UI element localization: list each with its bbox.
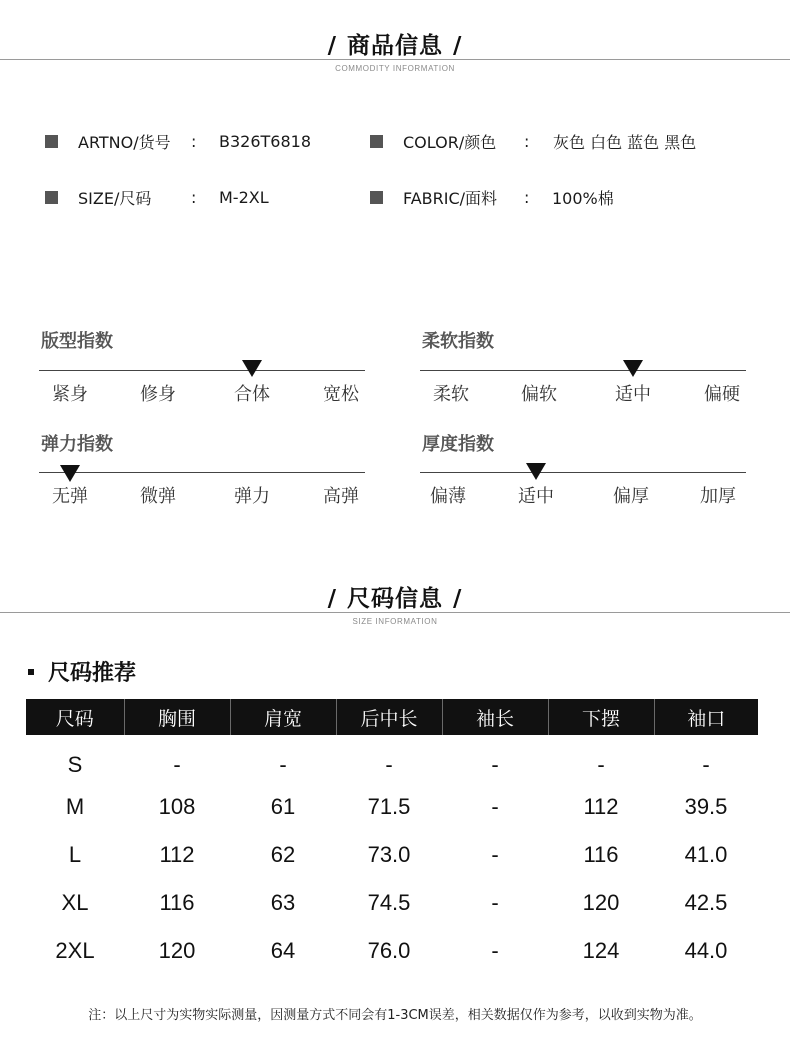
table-cell: 2XL	[55, 938, 95, 963]
index-elasticity-name: 弹力指数	[41, 434, 113, 455]
info-artno-colon: :	[191, 131, 197, 151]
table-cell: 71.5	[367, 794, 411, 819]
table-row	[26, 735, 758, 783]
table-cell: 116	[159, 890, 195, 915]
size-title: / 尺码信息 /	[327, 586, 463, 612]
table-row	[26, 879, 758, 927]
selection-marker-icon	[60, 465, 80, 482]
index-elasticity-option: 微弹	[140, 486, 176, 507]
index-softness-option: 柔软	[433, 384, 469, 405]
table-cell: XL	[61, 890, 89, 915]
index-thickness-option: 偏薄	[430, 486, 466, 507]
column-header: 肩宽	[230, 699, 336, 735]
square-bullet-icon	[45, 135, 58, 148]
column-header: 后中长	[336, 699, 442, 735]
table-cell: -	[279, 752, 287, 777]
index-elasticity-option: 无弹	[52, 486, 88, 507]
table-cell: 73.0	[367, 842, 411, 867]
selection-marker-icon	[526, 463, 546, 480]
table-cell: 116	[583, 842, 619, 867]
info-color-colon: :	[524, 131, 530, 151]
column-header: 胸围	[124, 699, 230, 735]
table-cell: 41.0	[684, 842, 728, 867]
index-fit-option: 紧身	[52, 384, 88, 405]
index-softness-line	[420, 370, 746, 371]
table-row	[26, 783, 758, 831]
table-cell: 62	[270, 842, 296, 867]
square-bullet-icon	[28, 669, 34, 675]
info-size	[45, 185, 269, 209]
table-cell: M	[65, 794, 85, 819]
info-fabric	[370, 185, 614, 209]
table-cell: -	[173, 752, 181, 777]
info-fabric-colon: :	[524, 187, 530, 207]
index-fit-option: 合体	[234, 384, 270, 405]
table-cell: -	[491, 752, 499, 777]
column-header: 袖口	[654, 699, 758, 735]
column-header: 袖长	[442, 699, 548, 735]
size-table-header-row	[26, 699, 758, 735]
size-recommend-title: 尺码推荐	[28, 656, 136, 687]
commodity-divider	[0, 59, 790, 60]
index-fit-name: 版型指数	[41, 331, 113, 352]
table-cell: 44.0	[684, 938, 728, 963]
table-cell: -	[491, 938, 499, 963]
table-cell: 112	[583, 794, 619, 819]
column-header: 尺码	[26, 699, 124, 735]
selection-marker-icon	[242, 360, 262, 377]
index-thickness-option: 加厚	[700, 486, 736, 507]
table-row	[26, 927, 758, 975]
info-size-label: SIZE/尺码	[78, 188, 152, 208]
square-bullet-icon	[370, 135, 383, 148]
size-subtitle: SIZE INFORMATION	[352, 617, 438, 626]
selection-marker-icon	[623, 360, 643, 377]
square-bullet-icon	[45, 191, 58, 204]
table-cell: 39.5	[684, 794, 728, 819]
index-thickness-line	[420, 472, 746, 473]
info-fabric-label: FABRIC/面料	[403, 188, 498, 208]
table-cell: 108	[158, 794, 196, 819]
index-thickness-name: 厚度指数	[422, 434, 494, 455]
index-fit-line	[39, 370, 365, 371]
info-color-label: COLOR/颜色	[403, 132, 497, 152]
index-elasticity-option: 高弹	[323, 486, 359, 507]
info-artno-label: ARTNO/货号	[78, 132, 171, 152]
index-softness-option: 偏软	[521, 384, 557, 405]
table-cell: 112	[159, 842, 195, 867]
table-cell: -	[702, 752, 710, 777]
index-thickness-option: 偏厚	[613, 486, 649, 507]
index-elasticity-option: 弹力	[234, 486, 270, 507]
table-cell: 74.5	[367, 890, 411, 915]
table-cell: -	[597, 752, 605, 777]
info-size-value: M-2XL	[219, 187, 269, 207]
index-thickness-option: 适中	[518, 486, 554, 507]
index-fit-option: 修身	[140, 384, 176, 405]
index-softness-name: 柔软指数	[422, 331, 494, 352]
info-fabric-value: 100%棉	[552, 188, 614, 208]
info-artno	[45, 129, 312, 153]
column-header: 下摆	[548, 699, 654, 735]
info-color-value: 灰色 白色 蓝色 黑色	[553, 132, 697, 152]
index-softness-option: 适中	[615, 384, 651, 405]
size-table	[26, 699, 758, 975]
size-divider	[0, 612, 790, 613]
table-cell: L	[68, 842, 82, 867]
info-size-colon: :	[191, 187, 197, 207]
table-cell: 76.0	[367, 938, 411, 963]
table-cell: -	[385, 752, 393, 777]
table-cell: -	[491, 842, 499, 867]
info-color	[370, 129, 697, 153]
table-cell: 124	[582, 938, 620, 963]
commodity-title: / 商品信息 /	[327, 33, 463, 59]
table-cell: 61	[270, 794, 296, 819]
square-bullet-icon	[370, 191, 383, 204]
measurement-note: 注：以上尺寸为实物实际测量，因测量方式不同会有1-3CM误差，相关数据仅作为参考，以收到实物为准。	[88, 1008, 702, 1023]
index-softness-option: 偏硬	[704, 384, 740, 405]
table-cell: 64	[270, 938, 296, 963]
table-cell: S	[67, 752, 83, 777]
table-cell: -	[491, 890, 499, 915]
info-artno-value: B326T6818	[219, 131, 312, 151]
table-cell: 120	[582, 890, 620, 915]
table-cell: 42.5	[684, 890, 728, 915]
commodity-subtitle: COMMODITY INFORMATION	[335, 64, 455, 73]
table-cell: 120	[158, 938, 196, 963]
index-elasticity-line	[39, 472, 365, 473]
table-row	[26, 831, 758, 879]
table-cell: -	[491, 794, 499, 819]
table-cell: 63	[270, 890, 296, 915]
index-fit-option: 宽松	[323, 384, 359, 405]
